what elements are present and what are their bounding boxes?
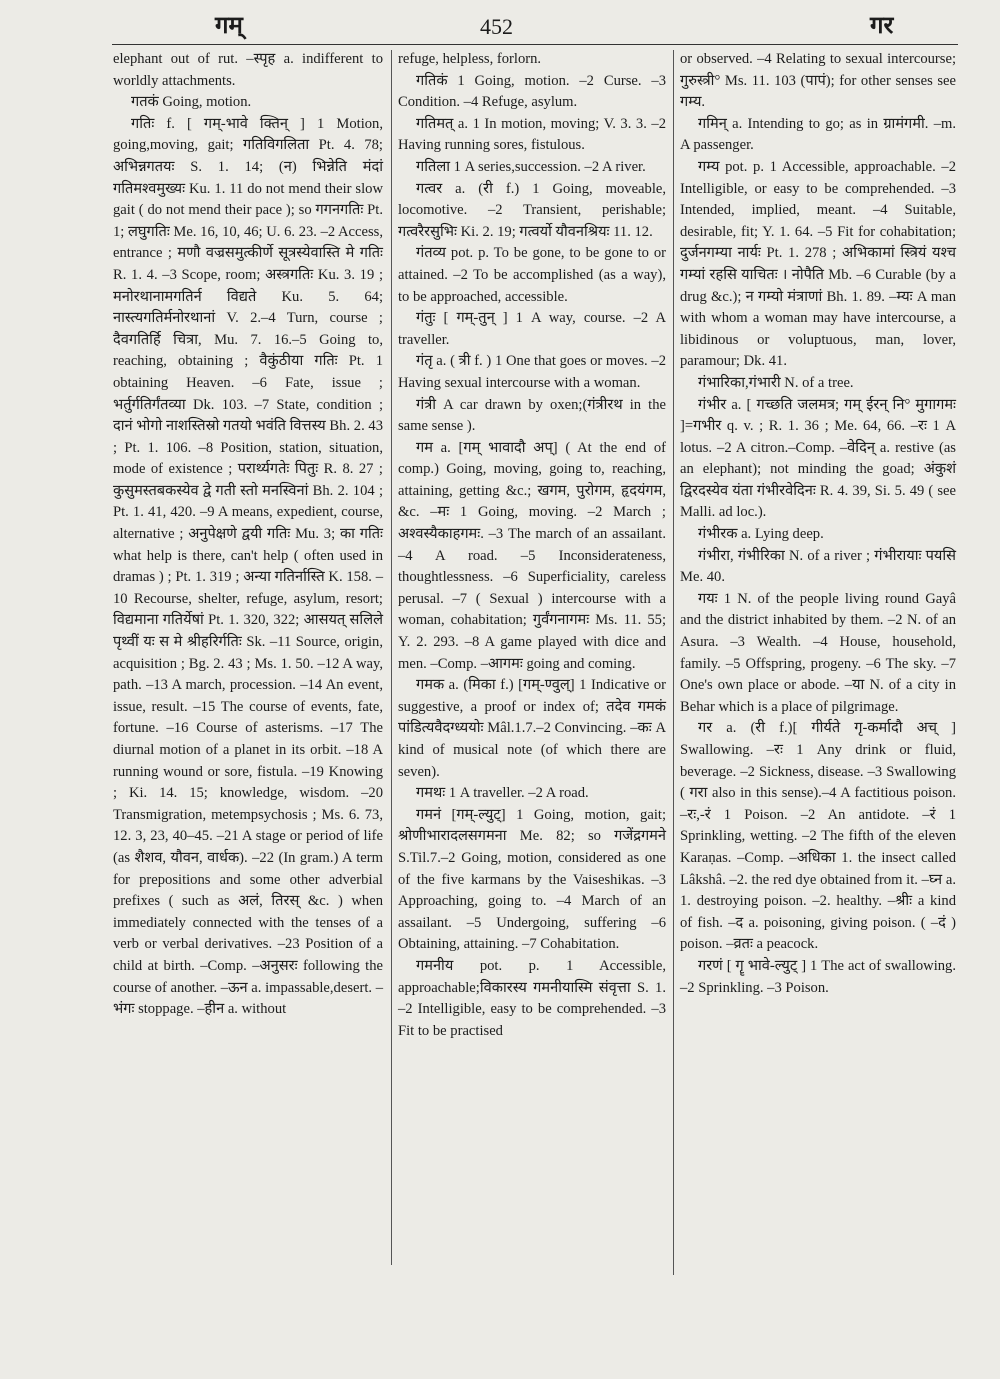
dictionary-entry: गंभीरा, गंभीरिका N. of a river ; गंभीरायाः पयसि Me. 40. xyxy=(680,547,956,586)
column-1 xyxy=(113,49,383,1021)
dictionary-entry: गमथः 1 A traveller. –2 A road. xyxy=(416,785,589,802)
dictionary-entry: गम a. [गम् भावादौ अप्] ( At the end of comp.) Going, moving, going to, reaching, attaining, getting &c.; खगम, पुरोगम, हृदयंगम, &c. –मः 1 Going, moving. –2 March ; अश्वस्यैकाहगमः. –3 The march of an assailant. –4 A road. –5 Inconsiderateness, thoughtlessness. –6 Superficiality, careless perusal. –7 ( Sexual ) intercourse with a woman, cohabitation; गुर्वंगनागमः Ms. 11. 55; Y. 2. 293. –8 A game played with dice and men. –Comp. –आगमः going and coming. xyxy=(398,439,666,672)
dictionary-entry: गंभीरक a. Lying deep. xyxy=(698,526,824,543)
dictionary-entry: गतकं Going, motion. xyxy=(131,94,252,111)
dictionary-entry: गरणं [ गॄ भावे-ल्युट् ] 1 The act of swallowing. –2 Sprinkling. –3 Poison. xyxy=(680,957,956,996)
dictionary-entry: गंत्री A car drawn by oxen;(गंत्रीरथ in the same sense ). xyxy=(398,396,666,435)
dictionary-entry: गतिला 1 A series,succession. –2 A river. xyxy=(416,158,646,175)
dictionary-entry: गयः 1 N. of the people living round Gayâ and the district inhabited by them. –2 N. of an Asura. –3 Wealth. –4 House, household, family. –5 Offspring, progeny. –6 The sky. –7 One's own place or abode. –या N. of a city in Behar which is a place of pilgrimage. xyxy=(680,590,956,715)
dictionary-entry: गर a. (री f.)[ गीर्यते गृ-कर्मादौ अच् ] Swallowing. –रः 1 Any drink or fluid, beverage. –2 Sickness, disease. –3 Swallowing ( गरा also in this sense).–4 A factitious poison. –रः,-रं 1 Poison. –2 An antidote. –रं 1 Sprinkling, wetting. –2 The fifth of the eleven Karaṇas. –Comp. –अधिका 1. the insect called Lâkshâ. –2. the red dye obtained from it. –घ्न a. 1. destroying poison. –2. healthy. –श्रीः a kind of fish. –द a. poisoning, giving poison. ( –दं ) poison. –व्रतः a peacock. xyxy=(680,720,956,953)
dictionary-entry: गम्य pot. p. 1 Accessible, approachable. –2 Intelligible, or easy to be comprehended. –3 Intended, implied, meant. –4 Suitable, desirable, fit; Y. 1. 64. –5 Fit for cohabitation; दुर्जनगम्या नार्यः Pt. 1. 278 ; अभिकामां स्त्रियं यश्च गम्यां रहसि याचितः । नोपैति Mb. –6 Curable (by a drug &c.); न गम्यो मंत्राणां Bh. 1. 89. –म्यः A man with whom a woman may have intercourse, a libidinous or voluptuous, man, lover, paramour; Dk. 41. xyxy=(680,158,956,370)
column-2 xyxy=(398,49,666,1042)
dictionary-entry: गमनं [गम्-ल्युट्] 1 Going, motion, gait; श्रोणीभारादलसगमना Me. 82; so गजेंद्रगमने S.Til.7.–2 Going, motion, considered as one of the five karmans by the Vaiseshikas. –3 Approaching, going to. –4 March of an assailant. –5 Undergoing, suffering –6 Obtaining, attaining. –7 Cohabitation. xyxy=(398,806,666,953)
dictionary-entry: गंतृ a. ( त्री f. ) 1 One that goes or moves. –2 Having sexual intercourse with a woman. xyxy=(398,353,666,391)
dictionary-entry: गंतुः [ गम्-तुन् ] 1 A way, course. –2 A traveller. xyxy=(398,310,666,348)
dictionary-entry: elephant out of rut. –स्पृह a. indifferent to worldly attachments. xyxy=(113,51,383,89)
dictionary-entry: or observed. –4 Relating to sexual intercourse; गुरुस्त्री° Ms. 11. 103 (पापं); for other senses see गम्य. xyxy=(680,51,956,111)
dictionary-entry: गत्वर a. (री f.) 1 Going, moveable, locomotive. –2 Transient, perishable; गत्वरैरसुभिः Ki. 2. 19; गत्वर्यो यौवनश्रियः 11. 12. xyxy=(398,180,666,240)
dictionary-entry: गमिन् a. Intending to go; as in ग्रामंगमी. –m. A passenger. xyxy=(680,115,956,154)
dictionary-entry: गंभारिका,गंभारी N. of a tree. xyxy=(698,374,854,391)
page-header xyxy=(0,6,1000,46)
dictionary-entry: गंतव्य pot. p. To be gone, to be gone to or attained. –2 To be accomplished (as a way), to be approached, accessible. xyxy=(398,245,666,305)
right-guide-word: गर xyxy=(870,10,894,39)
dictionary-entry: गतिः f. [ गम्-भावे क्तिन् ] 1 Motion, going,moving, gait; गतिविगलिता Pt. 4. 78; अभिन्नगतयः S. 1. 14; (न) भिन्नेति मंदां गतिमश्वमुख्यः Ku. 1. 11 do not mend their slow gait ( do not mend their pace ); so गगनगतिः Pt. 1; लघुगतिः Me. 16, 10, 46; U. 6. 23. –2 Access, entrance ; मणौ वज्रसमुत्कीर्णे सूत्रस्येवास्ति मे गतिः R. 1. 4. –3 Scope, room; अस्त्रगतिः Ku. 3. 19 ; मनोरथानामगतिर्न विद्यते Ku. 5. 64; नास्त्यगतिर्मनोरथानां V. 2.–4 Turn, course ; दैवगतिर्हि चित्रा, Mu. 7. 16.–5 Going to, reaching, obtaining ; वैकुंठीया गतिः Pt. 1 obtaining Heaven. –6 Fate, issue ; भर्तुर्गतिर्गंतव्या Dk. 103. –7 State, condition ; दानं भोगो नाशस्तिस्रो गतयो भवंति वित्तस्य Bh. 2. 43 ; Pt. 1. 106. –8 Position, station, situation, mode of existence ; परार्थ्यगतेः पितुः R. 8. 27 ; कुसुमस्तबकस्येव द्वे गती स्तो मनस्विनां Bh. 2. 104 ; Pt. 1. 41, 420. –9 A means, expedient, course, alternative ; अनुपेक्षणे द्वयी गतिः Mu. 3; का गतिः what help is there, can't help ( often used in dramas ) ; Pt. 1. 319 ; अन्या गतिर्नास्ति K. 158. –10 Recourse, shelter, refuge, asylum, resort; विद्यमाना गतिर्येषां Pt. 1. 320, 322; आसयत् सलिले पृथ्वीं यः स मे श्रीहरिर्गतिः Sk. –11 Source, origin, acquisition ; Bg. 2. 43 ; Ms. 1. 50. –12 A way, path. –13 A march, procession. –14 An event, issue, result. –15 The course of events, fate, fortune. –16 Course of asterisms. –17 The diurnal motion of a planet in its orbit. –18 A running wound or sore, fistula. –19 Knowing ; Ki. 14. 15; knowledge, wisdom. –20 Transmigration, metempsychosis ; Ms. 6. 73, 12. 3, 23, 40–45. –21 A stage or period of life (as शैशव, यौवन, वार्धक). –22 (In gram.) A term for prepositions and some other adverbial prefixes ( such as अलं, तिरस् &c. ) when immediately connected with the tenses of a verb or verbal derivatives. –23 Position of a child at birth. –Comp. –अनुसरः following the course of another. –ऊन a. impassable,desert. –भंगः stoppage. –हीन a. without xyxy=(113,115,384,1018)
column-divider-1 xyxy=(391,50,392,1265)
column-divider-2 xyxy=(673,50,674,1275)
column-3 xyxy=(680,49,956,999)
dictionary-entry: गंभीर a. [ गच्छति जलमत्र; गम् ईरन् नि° मुगागमः ]=गभीर q. v. ; R. 1. 36 ; Me. 64, 66. –रः 1 A lotus. –2 A citron.–Comp. –वेदिन् a. restive (as an elephant); not minding the goad; अंकुशं द्विरदस्येव यंता गंभीरवेदिनः R. 4. 39, Si. 5. 49 ( see Malli. ad loc.). xyxy=(680,396,956,521)
page-number: 452 xyxy=(480,14,513,39)
dictionary-entry: refuge, helpless, forlorn. xyxy=(398,51,542,67)
left-guide-word: गम् xyxy=(215,10,243,39)
dictionary-entry: गतिमत् a. 1 In motion, moving; V. 3. 3. –2 Having running sores, fistulous. xyxy=(398,115,666,154)
header-rule xyxy=(112,44,958,45)
dictionary-entry: गमक a. (मिका f.) [गम्-ण्वुल्] 1 Indicative or suggestive, a proof or index of; तदेव गमकं पांडित्यवैदग्ध्ययोः Mâl.1.7.–2 Convincing. –कः A kind of musical note (of which there are seven). xyxy=(398,677,666,780)
dictionary-entry: गमनीय pot. p. 1 Accessible, approachable;विकारस्य गमनीयास्मि संवृत्ता S. 1. –2 Intelligible, easy to be comprehended. –3 Fit to be practised xyxy=(398,957,666,1039)
dictionary-entry: गतिकं 1 Going, motion. –2 Curse. –3 Condition. –4 Refuge, asylum. xyxy=(398,72,666,111)
